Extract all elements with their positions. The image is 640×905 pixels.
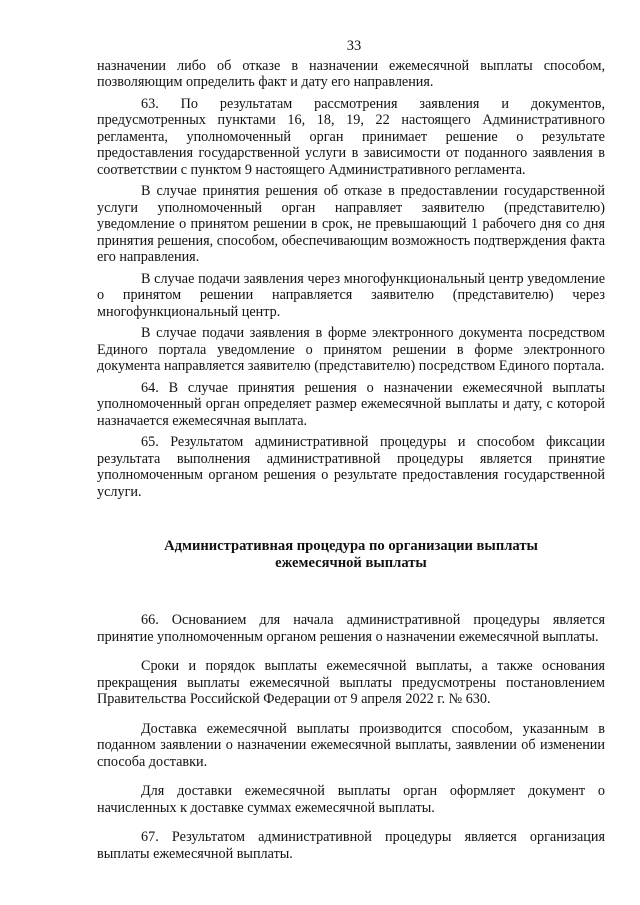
paragraph-67: 67. Результатом административной процедуры является организация выплаты ежемесячной выплаты. bbox=[97, 829, 605, 862]
paragraph-refusal-notice: В случае принятия решения об отказе в предоставлении государственной услуги уполномоченный орган направляет заявителю (представителю) уведомление о принятом решении в срок, не превышающий 1 рабочего дня со дня принятия решения, способом, обеспечивающим возможность подтверждения факта его направления. bbox=[97, 183, 605, 265]
section-heading-line-1: Административная процедура по организации выплаты bbox=[164, 538, 538, 554]
paragraph-portal-notice: В случае подачи заявления в форме электронного документа посредством Единого портала уведомление о принятом решении в форме электронного документа направляется заявителю (представителю) посредством Единого портала. bbox=[97, 325, 605, 374]
paragraph-delivery-document: Для доставки ежемесячной выплаты орган оформляет документ о начисленных к доставке суммах ежемесячной выплаты. bbox=[97, 783, 605, 816]
paragraph-64: 64. В случае принятия решения о назначении ежемесячной выплаты уполномоченный орган определяет размер ежемесячной выплаты и дату, с которой назначается ежемесячная выплата. bbox=[97, 379, 605, 429]
paragraph-mfc-notice: В случае подачи заявления через многофункциональный центр уведомление о принятом решении направляется заявителю (представителю) через многофункциональный центр. bbox=[97, 270, 605, 320]
paragraph-65: 65. Результатом административной процедуры и способом фиксации результата выполнения административной процедуры является принятие уполномоченным органом решения о результате предоставления государственной услуги. bbox=[97, 434, 605, 500]
paragraph-delivery: Доставка ежемесячной выплаты производится способом, указанным в поданном заявлении о назначении ежемесячной выплаты, заявлении об изменении способа доставки. bbox=[97, 720, 605, 770]
page-number: 33 bbox=[346, 38, 362, 54]
document-page bbox=[97, 38, 605, 867]
paragraph-continuation: назначении либо об отказе в назначении ежемесячной выплаты способом, позволяющим определить факт и дату его направления. bbox=[97, 57, 605, 90]
paragraph-66: 66. Основанием для начала административной процедуры является принятие уполномоченным органом решения о назначении ежемесячной выплаты. bbox=[97, 612, 605, 645]
section-heading-line-2: ежемесячной выплаты bbox=[275, 555, 427, 571]
paragraph-payment-terms: Сроки и порядок выплаты ежемесячной выплаты, а также основания прекращения выплаты ежемесячной выплаты предусмотрены постановлением Правительства Российской Федерации от 9 апреля 2022 г. № 630. bbox=[97, 658, 605, 707]
section-heading bbox=[97, 538, 605, 572]
paragraph-63: 63. По результатам рассмотрения заявления и документов, предусмотренных пунктами 16, 18, 19, 22 настоящего Административного регламента, уполномоченный орган принимает решение о результате предоставления государственной услуги в зависимости от поданного заявления в соответствии с пунктом 9 настоящего Административного регламента. bbox=[97, 95, 605, 178]
